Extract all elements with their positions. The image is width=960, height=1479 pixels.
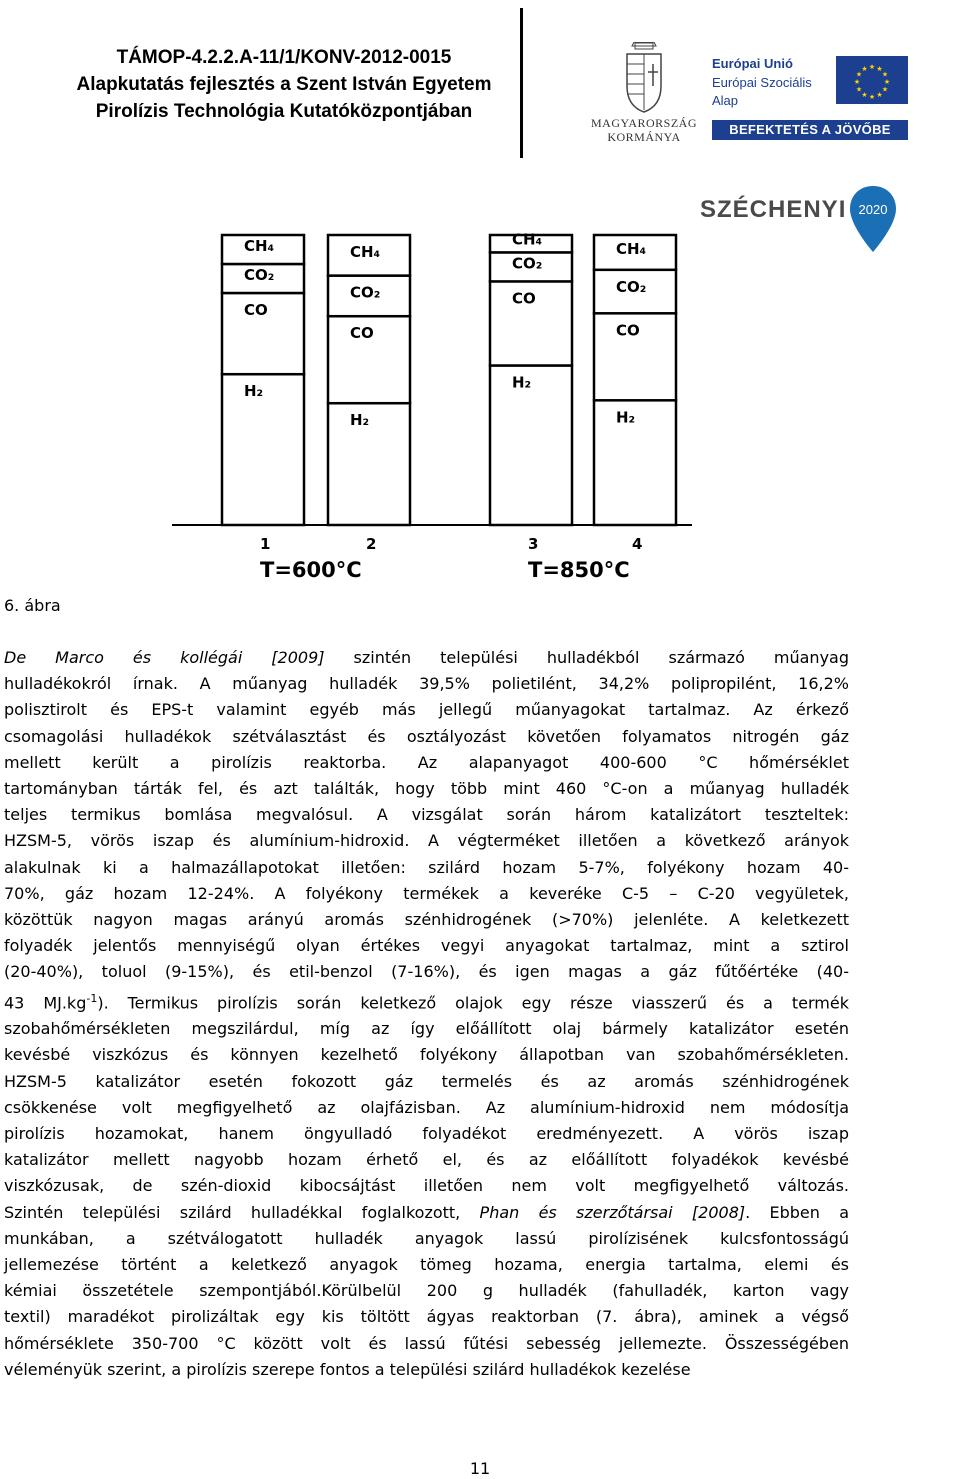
text-run: ). Termikus pirolízis során keletkező olajok egy része viasszerű és a termék [97, 992, 849, 1012]
segment-label: CO₂ [244, 265, 275, 284]
text-line: mellett került a pirolízis reaktorba. Az alapanyagot 400-600 °C hőmérséklet [4, 752, 849, 772]
text-run: . Ebben a [745, 1202, 849, 1222]
segment-label: CO₂ [512, 254, 543, 273]
text-run: szintén települési hulladékból származó műanyag [324, 648, 850, 667]
eu-star-icon: ★ [853, 78, 861, 86]
eu-star-icon: ★ [868, 63, 876, 71]
eu-star-icon: ★ [881, 85, 889, 94]
eu-star-icon: ★ [868, 93, 876, 101]
eu-star-icon: ★ [855, 85, 863, 94]
project-title: Alapkutatás fejlesztés a Szent István Egyetem [76, 74, 492, 95]
category-label: 3 [528, 535, 539, 553]
citation: Phan és szerzőtársai [2008] [479, 1202, 746, 1222]
text-line: textil) maradékot pirolizáltak egy kis töltött ágyas reaktorban (7. ábra), aminek a végső [4, 1307, 849, 1327]
segment-label: H₂ [350, 411, 370, 430]
body-text [4, 645, 849, 1383]
text-line: HZSM-5 katalizátor esetén fokozott gáz termelés és az aromás szénhidrogének [4, 1071, 849, 1091]
text-line: teljes termikus bomlása megvalósul. A vizsgálat során három katalizátort teszteltek: [4, 805, 849, 825]
szechenyi-year: 2020 [858, 202, 888, 217]
segment-label: CO [244, 301, 268, 319]
gov-logo-line1: MAGYARORSZÁG [590, 116, 697, 130]
text-line: véleményük szerint, a pirolízis szerepe fontos a települési szilárd hulladékok kezelése [4, 1359, 691, 1379]
text-line: (20-40%), toluol (9-15%), és etil-benzol (7-16%), és igen magas a gáz fűtőértéke (40- [4, 962, 849, 982]
text-line [4, 986, 849, 1017]
text-line: hőmérséklete 350-700 °C között volt és lassú fűtési sebesség jellemezte. Összességében [4, 1333, 849, 1353]
szechenyi-logo [700, 184, 900, 254]
coat-of-arms-icon [623, 42, 665, 114]
text-line: hulladékokról írnak. A műanyag hulladék 39,5% polietilént, 34,2% polipropilént, 16,2% [4, 674, 849, 694]
segment-label: CH₄ [512, 230, 543, 249]
text-line: katalizátor mellett nagyobb hozam érhető el, és az előállított folyadékok kevésbé [4, 1150, 849, 1170]
eu-logo-line1: Európai Unió [712, 56, 793, 71]
text-line: tartományban tárták fel, és azt találták, hogy több mint 460 °C-on a műanyag hulladék [4, 779, 849, 799]
segment-label: H₂ [616, 408, 636, 427]
page-number: 11 [469, 1459, 491, 1478]
project-code: TÁMOP-4.2.2.A-11/1/KONV-2012-0015 [116, 47, 452, 68]
segment-label: CO [616, 321, 640, 340]
segment-label: H₂ [512, 373, 532, 392]
text-line: szobahőmérsékleten megszilárdul, míg az így előállított olaj bármely katalizátor esetén [4, 1019, 849, 1039]
eu-star-icon: ★ [876, 65, 883, 74]
map-pin-icon [848, 184, 898, 254]
segment-label: CO₂ [350, 283, 381, 302]
eu-logo-line3: Alap [712, 93, 739, 108]
superscript: -1 [86, 991, 98, 1005]
szechenyi-wordmark: SZÉCHENYI [700, 196, 847, 223]
text-line: jellemezése történt a keletkező anyagok tömeg hozama, energia tartalma, elemi és [4, 1255, 849, 1274]
segment-label: CH₄ [244, 236, 275, 255]
text-line [4, 1200, 849, 1226]
text-line: csökkenése volt megfigyelhető az olajfázisban. Az alumínium-hidroxid nem módosítja [4, 1097, 849, 1117]
figure-caption: 6. ábra [4, 596, 61, 615]
segment-label: H₂ [244, 382, 264, 401]
segment-label: CO₂ [616, 277, 647, 296]
text-line: folyadék jelentős mennyiségű olyan értékes vegyi anyagokat tartalmaz, mint a sztirol [4, 936, 849, 956]
temperature-label: T=850°C [528, 558, 630, 582]
text-line: pirolízis hozamokat, hanem öngyulladó folyadékot eredményezett. A vörös iszap [4, 1123, 849, 1143]
eu-logo [712, 56, 908, 140]
temperature-label: T=600°C [260, 558, 362, 582]
text-line: kevésbé viszkózus és könnyen kezelhető folyékony állapotban van szobahőmérsékleten. [4, 1045, 849, 1065]
eu-banner: BEFEKTETÉS A JÖVŐBE [712, 120, 908, 140]
project-header [24, 44, 544, 125]
text-line: viszkózusak, de szén-dioxid kibocsájtást illetően nem volt megfigyelhető változás. [4, 1176, 849, 1196]
hungarian-government-logo [585, 42, 703, 152]
category-label: 4 [632, 535, 643, 553]
segment-label: CO [512, 289, 536, 308]
eu-logo-line2: Európai Szociális [712, 75, 812, 90]
eu-flag-icon [836, 56, 908, 104]
text-line: munkában, a szétválogatott hulladék anyagok lassú pirolízisének kulcsfontosságú [4, 1228, 849, 1248]
segment-label: CO [350, 324, 374, 343]
category-label: 2 [366, 535, 377, 553]
header-divider [520, 8, 523, 158]
eu-star-icon: ★ [876, 90, 883, 99]
text-line: csomagolási hulladékok szétválasztást és osztályozást követően folyamatos nitrogén gáz [4, 726, 849, 746]
eu-star-icon: ★ [881, 70, 889, 79]
text-line [4, 645, 849, 671]
eu-star-icon: ★ [855, 70, 863, 79]
text-line: 70%, gáz hozam 12-24%. A folyékony termékek a keveréke C-5 – C-20 vegyületek, [4, 883, 849, 903]
citation: De Marco és kollégái [2009] [4, 648, 325, 667]
eu-star-icon: ★ [861, 65, 868, 74]
eu-star-icon: ★ [883, 78, 891, 86]
segment-label: CH₄ [350, 243, 381, 261]
eu-star-icon: ★ [861, 90, 868, 99]
text-run: 43 MJ.kg [4, 992, 87, 1012]
segment-label: CH₄ [616, 240, 647, 259]
text-line: kémiai összetétele szempontjából.Körülbelül 200 g hulladék (fahulladék, karton vagy [4, 1281, 849, 1301]
text-run: Szintén települési szilárd hulladékkal foglalkozott, [4, 1202, 480, 1222]
category-label: 1 [260, 535, 271, 553]
project-subtitle: Pirolízis Technológia Kutatóközpontjában [95, 101, 473, 122]
text-line: közöttük nagyon magas arányú aromás szénhidrogének (>70%) jelenléte. A keletkezett [4, 910, 849, 930]
text-line: polisztirolt és EPS-t valamint egyéb más jellegű műanyagokat tartalmaz. Az érkező [4, 700, 849, 720]
gov-logo-line2: KORMÁNYA [607, 130, 681, 144]
text-line: alakulnak ki a halmazállapotokat illetően: szilárd hozam 5-7%, folyékony hozam 40- [4, 857, 849, 877]
text-line: HZSM-5, vörös iszap és alumínium-hidroxid. A végterméket illetően a következő arányok [4, 831, 849, 851]
gas-composition-chart [160, 205, 700, 585]
